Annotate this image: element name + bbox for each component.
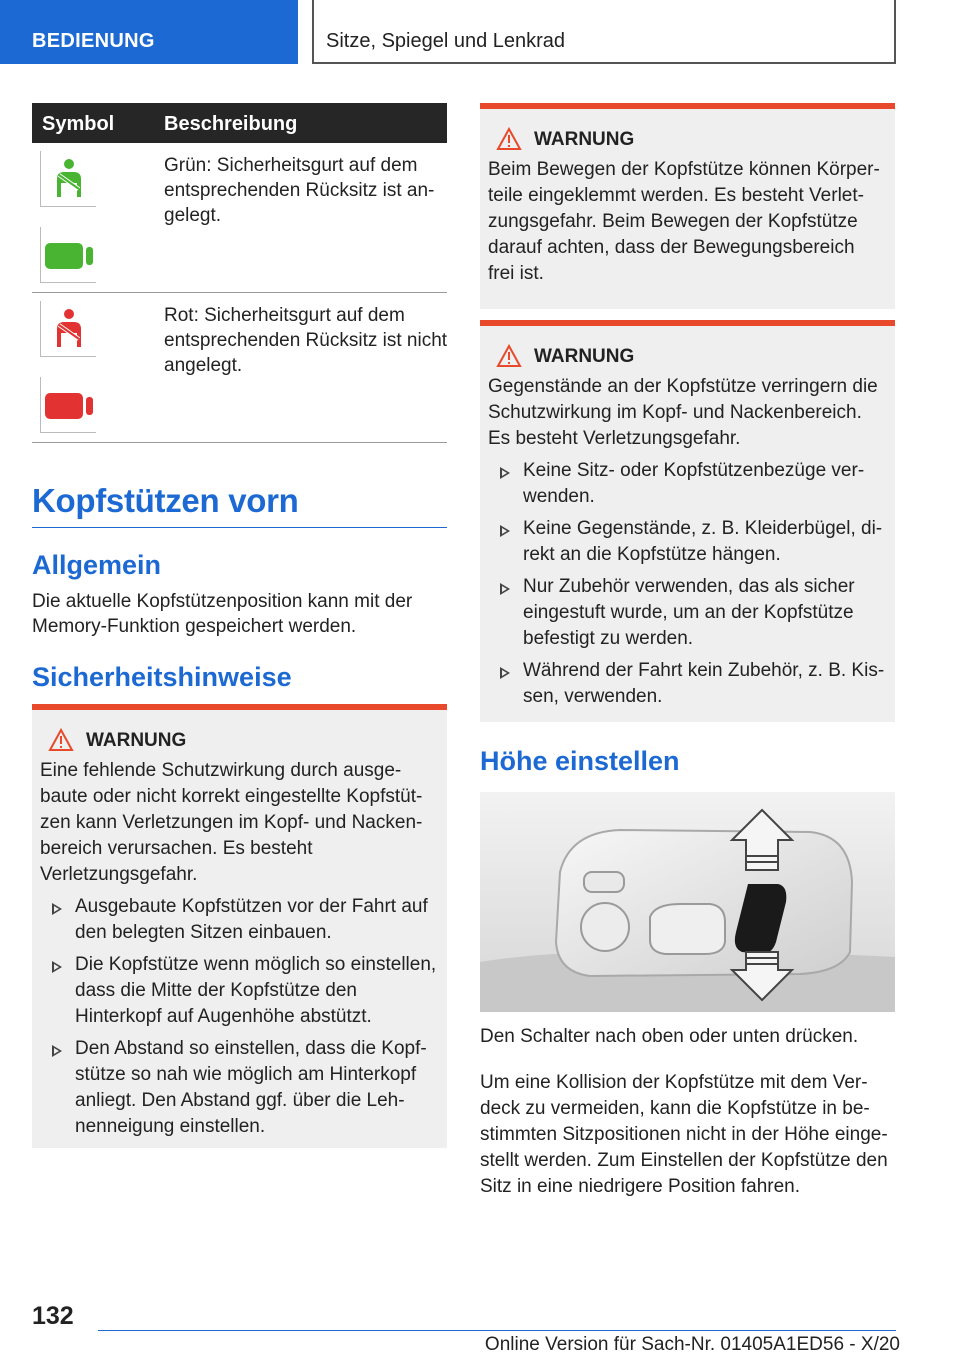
safety-heading: Sicherheitshinweise xyxy=(32,662,292,692)
warning-text: Beim Bewegen der Kopfstütze können Körperteile eingeklemmt werden. Es besteht Verletzungsgefahr. Beim Bewegen der Kopfstütze darauf achten, dass der Bewegungsbereich frei ist. xyxy=(488,159,880,284)
warning-box xyxy=(32,704,447,1148)
warning-text: Eine fehlende Schutzwirkung durch ausgebaute oder nicht korrekt eingestellte Kopfstützen kann Verletzungen im Kopf- und Nackenbereich verursachen. Es besteht Verletzungsgefahr. xyxy=(40,760,423,885)
bullet-arrow-icon xyxy=(52,903,62,915)
footer-divider xyxy=(98,1330,896,1331)
warning-triangle-icon xyxy=(496,344,522,368)
warning-triangle-icon xyxy=(48,728,74,752)
warning-title-text: WARNUNG xyxy=(86,730,187,751)
table-header-description: Beschreibung xyxy=(164,113,298,135)
warning-title xyxy=(488,127,885,153)
table-row-description: Rot: Sicherheitsgurt auf dem entsprechenden Rücksitz ist nicht angelegt. xyxy=(164,305,448,376)
warning-title xyxy=(40,728,437,754)
symbol-table xyxy=(32,103,447,443)
page-number: 132 xyxy=(32,1302,74,1330)
table-header xyxy=(32,103,447,143)
list-item: Die Kopfstütze wenn möglich so einstellen, dass die Mitte der Kopfstütze den Hinterkopf auf Augenhöhe abstützt. xyxy=(40,952,437,1030)
header-section-tab xyxy=(0,0,298,64)
seatbelt-green-icon xyxy=(40,151,96,207)
warning-title-text: WARNUNG xyxy=(534,129,635,150)
bullet-arrow-icon xyxy=(500,525,510,537)
list-item: Während der Fahrt kein Zubehör, z. B. Kissen, verwenden. xyxy=(488,658,885,710)
header-chapter-label: Sitze, Spiegel und Lenkrad xyxy=(326,30,566,52)
section-title: Kopfstützen vorn xyxy=(32,482,447,528)
list-item: Nur Zubehör verwenden, das als sicher eingestuft wurde, um an der Kopfstütze befestigt zu werden. xyxy=(488,574,885,652)
height-instruction-text: Den Schalter nach oben oder unten drücken. xyxy=(480,1026,859,1047)
list-item: Den Abstand so einstellen, dass die Kopfstütze so nah wie möglich am Hinterkopf anliegt. Den Abstand ggf. über die Lehnenneigung einstellen. xyxy=(40,1036,437,1140)
general-text: Die aktuelle Kopfstützenposition kann mit der Memory-Funktion gespeichert werden. xyxy=(32,591,413,637)
warning-text: Gegenstände an der Kopfstütze verringern die Schutzwirkung im Kopf- und Nackenbereich. Es besteht Verletzungsgefahr. xyxy=(488,376,878,449)
height-note-text: Um eine Kollision der Kopfstütze mit dem Verdeck zu vermeiden, kann die Kopfstütze in bestimmten Sitzpositionen nicht in der Höhe eingestellt werden. Zum Einstellen der Kopfstütze den Sitz in eine niedrigere Position fahren. xyxy=(480,1072,888,1197)
warning-box xyxy=(480,103,895,309)
list-item: Ausgebaute Kopfstützen vor der Fahrt auf den belegten Sitzen einbauen. xyxy=(40,894,437,946)
warning-list xyxy=(488,458,885,710)
bullet-arrow-icon xyxy=(500,667,510,679)
header-section-label: BEDIENUNG xyxy=(32,30,155,52)
bullet-arrow-icon xyxy=(52,1045,62,1057)
bullet-arrow-icon xyxy=(52,961,62,973)
table-row xyxy=(32,143,447,293)
warning-title xyxy=(488,344,885,370)
bullet-arrow-icon xyxy=(500,583,510,595)
header-chapter-tab xyxy=(312,0,896,64)
table-header-symbol: Symbol xyxy=(42,113,115,135)
bullet-arrow-icon xyxy=(500,467,510,479)
seat-indicator-green-icon xyxy=(40,227,96,283)
headrest-switch-photo xyxy=(480,792,895,1012)
seat-indicator-red-icon xyxy=(40,377,96,433)
table-row-description: Grün: Sicherheitsgurt auf dem entsprechenden Rücksitz ist angelegt. xyxy=(164,155,435,226)
warning-title-text: WARNUNG xyxy=(534,346,635,367)
table-row xyxy=(32,293,447,443)
general-heading: Allgemein xyxy=(32,550,162,580)
warning-list xyxy=(40,894,437,1140)
height-heading: Höhe einstellen xyxy=(480,746,680,776)
footer-online-version: Online Version für Sach-Nr. 01405A1ED56 - X/20 xyxy=(484,1334,900,1355)
list-item: Keine Gegenstände, z. B. Kleiderbügel, direkt an die Kopfstütze hängen. xyxy=(488,516,885,568)
warning-box xyxy=(480,320,895,722)
list-item: Keine Sitz- oder Kopfstützenbezüge verwenden. xyxy=(488,458,885,510)
warning-triangle-icon xyxy=(496,127,522,151)
seatbelt-red-icon xyxy=(40,301,96,357)
